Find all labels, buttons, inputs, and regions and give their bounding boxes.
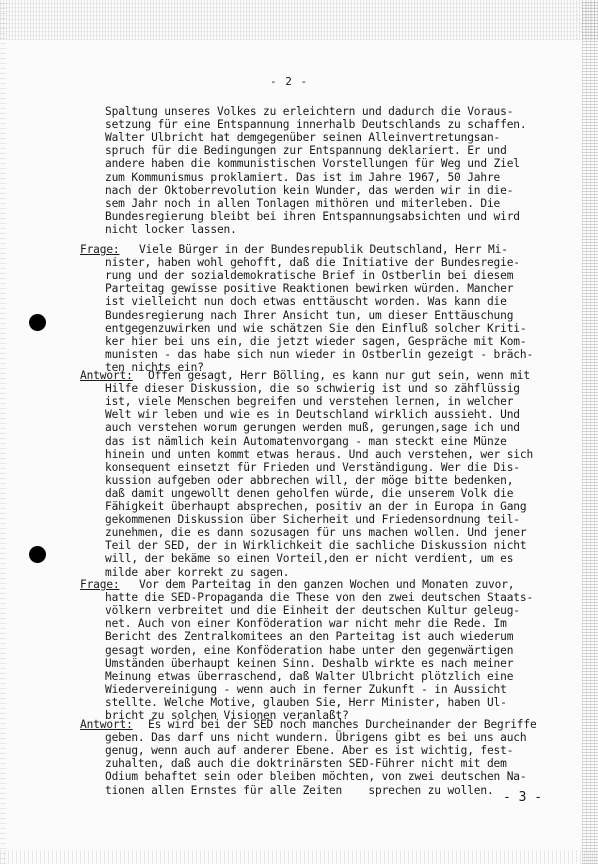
question-text-line: bricht zu solchen Visionen veranlaßt? bbox=[105, 709, 349, 722]
answer-text-line: Hilfe dieser Diskussion, die so schwierig ist und so zähflüssig bbox=[105, 382, 520, 396]
intro-line: zum Kommunismus proklamiert. Das ist im Jahre 1967, 50 Jahre bbox=[105, 170, 501, 184]
question-text-line: ker hier bei uns ein, die jetzt wieder sagen, Gespräche mit Kom- bbox=[105, 334, 527, 348]
answer-text-line: kussion aufgeben oder abbrechen will, der möge bitte bedenken, bbox=[105, 473, 514, 487]
answer-label: Antwort: bbox=[80, 718, 133, 731]
intro-line: Bundesregierung bleibt bei ihren Entspannungsabsichten und wird bbox=[105, 209, 520, 223]
answer-text-line: will, der bekäme so einen Vorteil,den er nicht verdient, um es bbox=[105, 552, 514, 566]
punch-hole-upper bbox=[29, 314, 46, 331]
question-text-line: hatte die SED-Propaganda die These von den zwei deutschen Staats- bbox=[105, 591, 534, 605]
scan-noise-bottom bbox=[0, 850, 598, 864]
question-text-line: rung und der sozialdemokratische Brief in Ostberlin bei diesem bbox=[105, 269, 514, 283]
question-text-line: Viele Bürger in der Bundesrepublik Deutschland, Herr Mi- bbox=[139, 243, 508, 256]
question-text-line: Vor dem Parteitag in den ganzen Wochen und Monaten zuvor, bbox=[139, 578, 515, 591]
answer-text-line: zunehmen, die es dann sozusagen für uns machen wollen. Und jener bbox=[105, 526, 527, 540]
question-text-line: ten nichts ein? bbox=[105, 360, 204, 374]
answer-text-line: Offen gesagt, Herr Bölling, es kann nur gut sein, wenn mit bbox=[148, 369, 530, 382]
question-text-line: Umständen überhaupt keinen Sinn. Deshalb wirkte es nach meiner bbox=[105, 656, 514, 670]
intro-line: nach der Oktoberrevolution kein Wunder, das werden wir in die- bbox=[105, 183, 514, 197]
intro-line: andere haben die kommunistischen Vorstellungen für Weg und Ziel bbox=[105, 157, 520, 171]
answer-text-line: daß damit ungewollt denen geholfen würde, die unserem Volk die bbox=[105, 486, 514, 500]
next-page-marker: - 3 - bbox=[503, 790, 543, 805]
answer-text-line: Welt wir leben und wie es in Deutschland wirklich aussieht. Und bbox=[105, 408, 520, 422]
intro-line: nicht locker lassen. bbox=[105, 222, 237, 236]
question-text-line: ist vielleicht nun doch etwas enttäuscht worden. Was kann die bbox=[105, 295, 507, 309]
answer-text-line: Teil der SED, der in Wirklichkeit die sachliche Diskussion nicht bbox=[105, 539, 527, 553]
page-number: - 2 - bbox=[270, 75, 309, 88]
answer-text-line: konsequent einsetzt für Frieden und Verständigung. Wer die Dis- bbox=[105, 460, 520, 474]
answer-text-line: das ist nämlich kein Automatenvorgang - man steckt eine Münze bbox=[105, 434, 507, 448]
intro-line: setzung für eine Entspannung innerhalb Deutschlands zu schaffen. bbox=[105, 118, 527, 132]
question-text-line: Parteitag gewisse positive Reaktionen bewirken würden. Mancher bbox=[105, 282, 514, 296]
intro-line: Walter Ulbricht hat demgegenüber seinen Alleinvertretungsan- bbox=[105, 131, 501, 145]
answer-text-line: hinein und unten kommt etwas heraus. Und auch verstehen, wer sich bbox=[105, 447, 534, 461]
answer-text-line: Odium behaftet sein oder bleiben möchten, von zwei deutschen Na- bbox=[105, 770, 527, 784]
question-text-line: nister, haben wohl gehofft, daß die Initiative der Bundesregie- bbox=[105, 256, 520, 270]
punch-hole-lower bbox=[29, 546, 46, 563]
question-text-line: Wiedervereinigung - wenn auch in ferner Zukunft - in Aussicht bbox=[105, 682, 507, 696]
answer-text-line: zuhalten, daß auch die doktrinärsten SED-Führer nicht mit dem bbox=[105, 757, 507, 771]
answer-text-line: genug, wenn auch auf anderer Ebene. Aber es ist wichtig, fest- bbox=[105, 744, 514, 758]
scan-noise-top bbox=[0, 0, 598, 40]
answer-text-line: Fähigkeit überhaupt absprechen, positiv an der in Europa in Gang bbox=[105, 500, 527, 513]
question-text-line: entgegenzuwirken und wie schätzen Sie den Einfluß solcher Kriti- bbox=[105, 321, 527, 335]
answer-label: Antwort: bbox=[80, 369, 133, 382]
question-text-line: Meinung etwas überraschend, daß Walter Ulbricht plötzlich eine bbox=[105, 669, 514, 683]
question-label: Frage: bbox=[80, 243, 120, 256]
scan-noise-right bbox=[582, 0, 598, 864]
question-text-line: munisten - das habe sich nun wieder in Ostberlin gezeigt - bräch- bbox=[105, 347, 534, 361]
answer-text-line: geben. Das darf uns nicht wundern. Übrigens gibt es bei uns auch bbox=[105, 731, 527, 745]
question-label: Frage: bbox=[80, 578, 120, 591]
answer-text-line: ist, viele Menschen begreifen und verstehen lernen, in welcher bbox=[105, 395, 514, 409]
answer-text-line: auch verstehen worum gerungen werden muß, gerungen,sage ich und bbox=[105, 421, 520, 435]
answer-text-line: Es wird bei der SED noch manches Durcheinander der Begriffe bbox=[148, 718, 537, 731]
question-text-line: gesagt worden, eine Konföderation habe unter den gegenwärtigen bbox=[105, 643, 514, 657]
question-text-line: Bericht des Zentralkomitees an den Parteitag ist auch wiederum bbox=[105, 630, 514, 644]
answer-text-line: milde aber korrekt zu sagen. bbox=[105, 565, 290, 579]
intro-line: Spaltung unseres Volkes zu erleichtern und dadurch die Voraus- bbox=[105, 105, 514, 118]
intro-line: sem Jahr noch in allen Tonlagen mithören und miterleben. Die bbox=[105, 196, 501, 210]
question-text-line: stellte. Welche Motive, glauben Sie, Herr Minister, haben Ul- bbox=[105, 695, 507, 709]
scan-noise-left bbox=[0, 0, 6, 864]
answer-text-line: tionen allen Ernstes für alle Zeiten sprechen zu wollen. bbox=[105, 783, 494, 797]
question-text-line: Bundesregierung nach Ihrer Ansicht tun, um dieser Enttäuschung bbox=[105, 308, 514, 322]
question-text-line: net. Auch von einer Konföderation war nicht mehr die Rede. Im bbox=[105, 617, 507, 631]
answer-text-line: gekommenen Diskussion über Sicherheit und Friedensordnung teil- bbox=[105, 513, 520, 527]
question-text-line: völkern verbreitet und die Einheit der deutschen Kultur geleug- bbox=[105, 604, 520, 618]
intro-line: spruch für die Bedingungen zur Entspannung deklariert. Er und bbox=[105, 144, 507, 158]
